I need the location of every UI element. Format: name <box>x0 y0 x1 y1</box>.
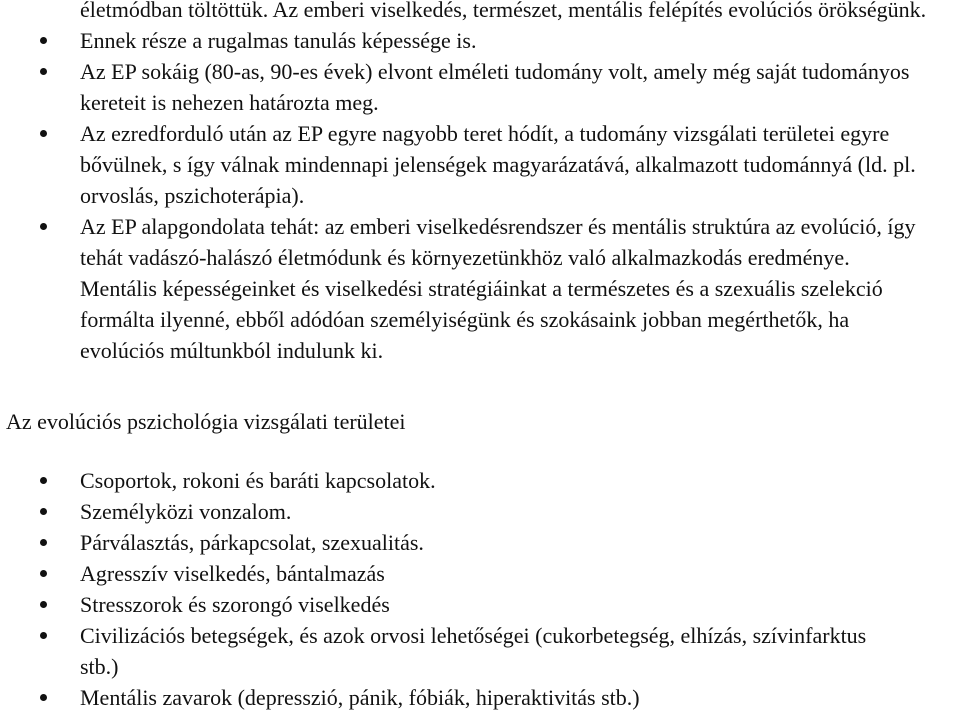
list-item <box>0 558 960 589</box>
list-item-text: Az EP alapgondolata tehát: az emberi viselkedésrendszer és mentális struktúra az evolúció, így tehát vadászó-halászó életmódunk és környezetünkhöz való alkalmazkodás eredménye. Mentális képességeinket és viselkedési stratégiáinkat a természetes és a szexuális szelekció formálta ilyenné, ebből adódóan személyiségünk és szokásaink jobban megérthetők, ha evolúciós múltunkból indulunk ki. <box>80 214 916 363</box>
bullet-icon <box>40 68 47 75</box>
bullet-icon <box>40 37 47 44</box>
list-item-text: életmódban töltöttük. Az emberi viselkedés, természet, mentális felépítés evolúciós örökségünk. <box>80 0 927 22</box>
list-item-text: Párválasztás, párkapcsolat, szexualitás. <box>80 530 424 555</box>
bullet-icon <box>40 570 47 577</box>
list-item-text: Csoportok, rokoni és baráti kapcsolatok. <box>80 468 436 493</box>
list-item <box>0 682 960 713</box>
list-item <box>0 496 960 527</box>
bullet-icon <box>40 508 47 515</box>
list-item-text: Mentális zavarok (depresszió, pánik, fóbiák, hiperaktivitás stb.) <box>80 685 640 710</box>
list-item <box>0 465 960 496</box>
list-item <box>0 56 960 118</box>
bullet-icon <box>40 632 47 639</box>
list-item-text: Az EP sokáig (80-as, 90-es évek) elvont elméleti tudomány volt, amely még saját tudományos kereteit is nehezen határozta meg. <box>80 59 910 115</box>
list-item <box>0 118 960 211</box>
research-areas-list <box>0 465 960 713</box>
section-heading: Az evolúciós pszichológia vizsgálati területei <box>6 409 406 434</box>
list-item <box>0 620 960 682</box>
list-item <box>0 25 960 56</box>
list-item <box>0 527 960 558</box>
list-item-text: Személyközi vonzalom. <box>80 499 292 524</box>
bullet-icon <box>40 130 47 137</box>
bullet-icon <box>40 223 47 230</box>
list-item <box>0 589 960 620</box>
list-item-text: Stresszorok és szorongó viselkedés <box>80 592 390 617</box>
list-item <box>0 0 960 25</box>
bullet-icon <box>40 694 47 701</box>
list-item-text: Agresszív viselkedés, bántalmazás <box>80 561 385 586</box>
list-item-text: Ennek része a rugalmas tanulás képessége is. <box>80 28 477 53</box>
bullet-icon <box>40 539 47 546</box>
list-item-text: Az ezredforduló után az EP egyre nagyobb teret hódít, a tudomány vizsgálati területei egyre bővülnek, s így válnak mindennapi jelenségek magyarázatává, alkalmazott tudománnyá (ld. pl. orvoslás, pszichoterápia). <box>80 121 916 208</box>
list-item-text: Civilizációs betegségek, és azok orvosi lehetőségei (cukorbetegség, elhízás, szívinfarktus stb.) <box>80 623 867 679</box>
list-item <box>0 211 960 366</box>
bullet-icon <box>40 601 47 608</box>
bullet-icon <box>40 477 47 484</box>
